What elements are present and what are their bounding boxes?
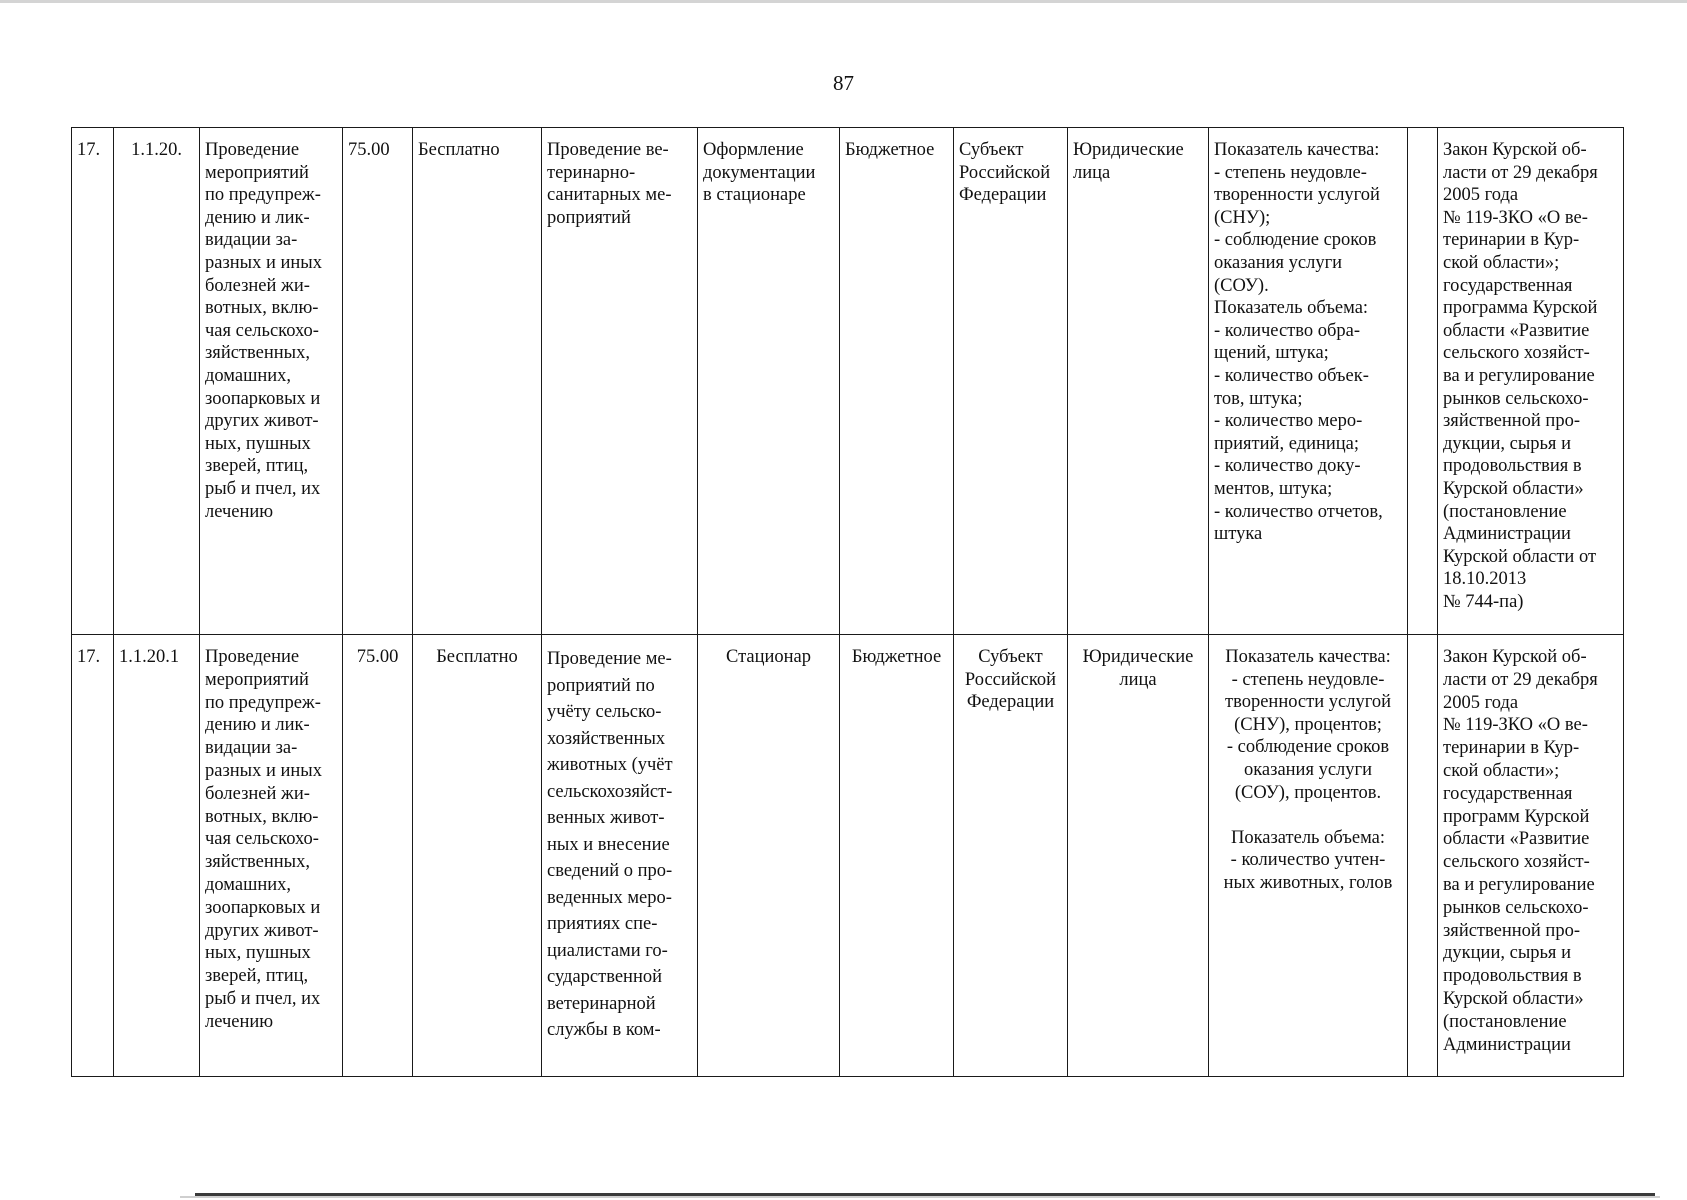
row-number-cell: 17. <box>72 128 114 635</box>
authority-cell: Субъект Российской Федерации <box>954 128 1068 635</box>
consumers-cell: Юридические лица <box>1068 128 1209 635</box>
legal-basis-cell: Закон Курской об- ласти от 29 декабря 2005 года № 119-ЗКО «О ве- теринарии в Кур- ской области»; государственная программа Курской области «Развитие сельского хозяйст- ва и регулирование рынков сельскохо- зяйственной про- дукции, сырья и продовольствия в Курской области» (постановление Администрации Курской области от 18.10.2013 № 744-па) <box>1438 128 1624 635</box>
institution-type-cell: Бюджетное <box>840 128 954 635</box>
service-content-cell: Проведение ве- теринарно- санитарных ме- роприятий <box>542 128 698 635</box>
service-code-cell: 1.1.20.1 <box>114 635 200 1077</box>
indicators-cell: Показатель качества: - степень неудовле- творенности услугой (СНУ); - соблюдение сроков оказания услуги (СОУ). Показатель объема: - количество обра- щений, штука; - количество объек- тов, штука; - количество меро- приятий, единица; - количество доку- ментов, штука; - количество отчетов, штука <box>1209 128 1408 635</box>
empty-cell <box>1408 635 1438 1077</box>
row-number-cell: 17. <box>72 635 114 1077</box>
legal-basis-cell: Закон Курской об- ласти от 29 декабря 2005 года № 119-ЗКО «О ве- теринарии в Кур- ской области»; государственная программ Курской области «Развитие сельского хозяйст- ва и регулирование рынков сельскохо- зяйственной про- дукции, сырья и продовольствия в Курской области» (постановление Администрации <box>1438 635 1624 1077</box>
code-cell: 75.00 <box>343 635 413 1077</box>
scan-edge-bottom-faint <box>180 1196 1660 1198</box>
consumers-cell: Юридические лица <box>1068 635 1209 1077</box>
page-number: 87 <box>833 71 854 95</box>
services-table <box>71 127 1624 1077</box>
condition-cell: Оформление документации в стационаре <box>698 128 840 635</box>
empty-cell <box>1408 128 1438 635</box>
service-name-cell: Проведение мероприятий по предупреж- дению и лик- видации за- разных и иных болезней жи- вотных, вклю- чая сельскохо- зяйственных, домашних, зоопарковых и других живот- ных, пушных зверей, птиц, рыб и пчел, их лечению <box>200 635 343 1077</box>
table-row <box>72 128 1624 635</box>
table-row <box>72 635 1624 1077</box>
authority-cell: Субъект Российской Федерации <box>954 635 1068 1077</box>
code-cell: 75.00 <box>343 128 413 635</box>
institution-type-cell: Бюджетное <box>840 635 954 1077</box>
scan-edge-top <box>0 0 1687 3</box>
indicators-cell: Показатель качества: - степень неудовле- творенности услугой (СНУ), процентов; - соблюдение сроков оказания услуги (СОУ), процентов. Показатель объема: - количество учтен- ных животных, голов <box>1209 635 1408 1077</box>
payment-cell: Бесплатно <box>413 635 542 1077</box>
service-name-cell: Проведение мероприятий по предупреж- дению и лик- видации за- разных и иных болезней жи- вотных, вклю- чая сельскохо- зяйственных, домашних, зоопарковых и других живот- ных, пушных зверей, птиц, рыб и пчел, их лечению <box>200 128 343 635</box>
condition-cell: Стационар <box>698 635 840 1077</box>
payment-cell: Бесплатно <box>413 128 542 635</box>
service-content-cell: Проведение ме- роприятий по учёту сельско- хозяйственных животных (учёт сельскохозяйст- венных живот- ных и внесение сведений о про- веденных меро- приятиях спе- циалистами го- сударственной ветеринарной службы в ком- <box>542 635 698 1077</box>
service-code-cell: 1.1.20. <box>114 128 200 635</box>
